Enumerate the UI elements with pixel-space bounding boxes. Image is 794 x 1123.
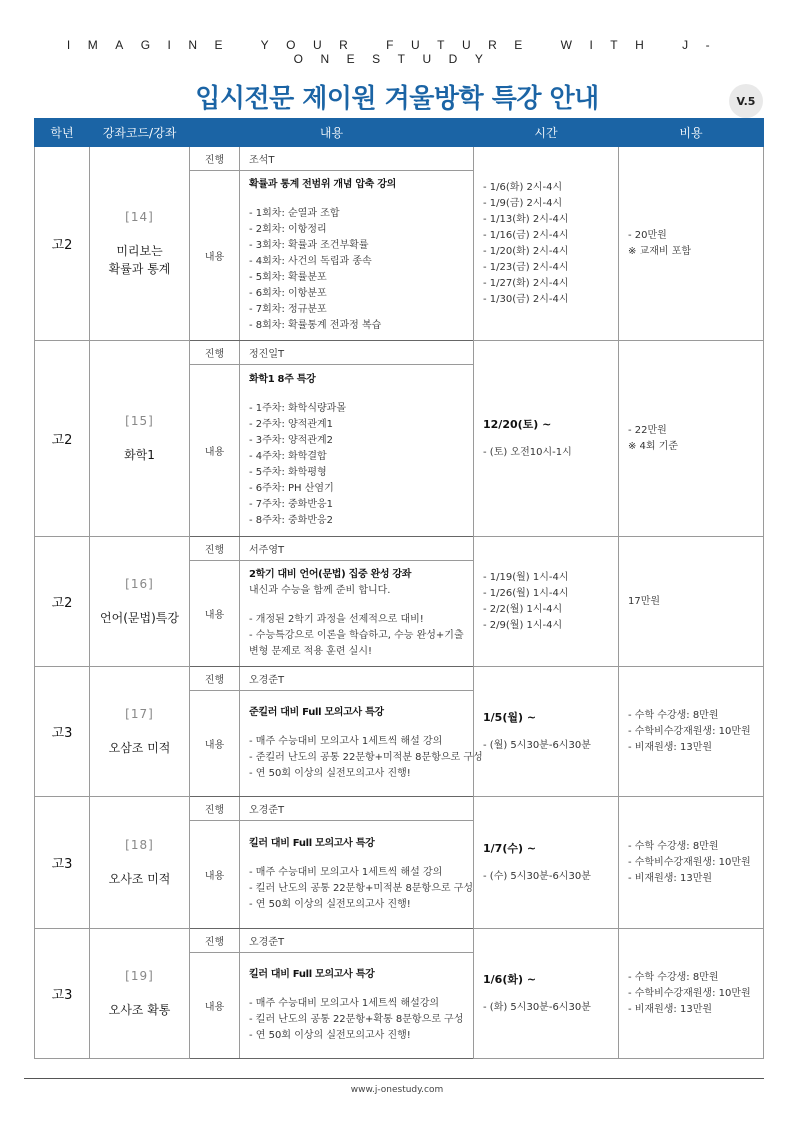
content-item: - 준킬러 난도의 공통 22문항+미적분 8문항으로 구성 [249, 752, 483, 763]
time-start: 1/6(화) ~ [483, 972, 537, 986]
time-cell [474, 341, 619, 537]
cost-cell [619, 147, 764, 341]
content-cell [240, 365, 474, 537]
cost-line: - 비재원생: 13만원 [628, 1003, 713, 1015]
table-row-teacher [35, 341, 764, 365]
cost-line: - 수학비수강재원생: 10만원 [628, 987, 751, 999]
course-name [90, 242, 189, 278]
content-title: 확률과 통계 전범위 개념 압축 강의 [249, 179, 396, 190]
content-list [249, 865, 474, 913]
course-name-line: 오사조 확통 [108, 1002, 171, 1017]
course-code: [14] [125, 209, 154, 224]
time-line: - (수) 5시30분-6시30분 [483, 870, 591, 882]
content-item: - 연 50회 이상의 실전모의고사 진행! [249, 1030, 411, 1041]
course-code: [17] [125, 706, 154, 721]
course-name-line: 오사조 미적 [108, 871, 171, 886]
course-cell [90, 537, 190, 667]
time-start: 1/5(월) ~ [483, 710, 537, 724]
teacher-name: 정진일T [240, 341, 474, 365]
content-label: 내용 [190, 171, 240, 341]
content-cell [240, 561, 474, 667]
time-cell [474, 147, 619, 341]
course-cell [90, 929, 190, 1059]
cost-cell [619, 667, 764, 797]
content-cell [240, 953, 474, 1059]
page-title: 입시전문 제이원 겨울방학 특강 안내 [195, 84, 599, 114]
cost-line: - 22만원 [628, 424, 667, 436]
content-item: - 8주차: 중화반응2 [249, 515, 334, 526]
teacher-label: 진행 [190, 667, 240, 691]
cost-cell [619, 929, 764, 1059]
content-item: - 킬러 난도의 공통 22문항+확통 8문항으로 구성 [249, 1014, 464, 1025]
time-line: - (월) 5시30분-6시30분 [483, 739, 591, 751]
cost-cell [619, 537, 764, 667]
content-intro: 내신과 수능을 함께 준비 합니다. [249, 585, 391, 596]
cost-cell [619, 797, 764, 929]
content-label: 내용 [190, 953, 240, 1059]
teacher-label: 진행 [190, 341, 240, 365]
teacher-name: 오경준T [240, 797, 474, 821]
cost-line: - 비재원생: 13만원 [628, 741, 713, 753]
content-item: - 매주 수능대비 모의고사 1세트씩 해설강의 [249, 998, 440, 1009]
grade-cell: 고2 [35, 147, 90, 341]
content-item: - 매주 수능대비 모의고사 1세트씩 해설 강의 [249, 736, 443, 747]
lecture-schedule-table [34, 118, 764, 1059]
table-row-teacher [35, 147, 764, 171]
table-row-teacher [35, 797, 764, 821]
footer-divider [24, 1078, 764, 1079]
time-line: - 1/23(금) 2시-4시 [483, 261, 569, 273]
time-cell [474, 537, 619, 667]
content-cell [240, 691, 483, 797]
course-cell [90, 341, 190, 537]
content-item: - 개정된 2학기 과정을 선제적으로 대비! [249, 614, 424, 625]
course-name-line: 오삼조 미적 [108, 740, 171, 755]
content-item: - 4회차: 사건의 독립과 종속 [249, 256, 372, 267]
course-name [90, 446, 189, 464]
grade-cell: 고2 [35, 341, 90, 537]
table-row-teacher [35, 667, 764, 691]
course-name [90, 870, 189, 888]
content-item: - 3주차: 양적관계2 [249, 435, 334, 446]
time-line: - 1/26(월) 1시-4시 [483, 587, 569, 599]
table-row-teacher [35, 929, 764, 953]
content-item: - 7회차: 정규분포 [249, 304, 327, 315]
course-name-line: 미리보는 [116, 243, 163, 258]
time-line: - 2/9(월) 1시-4시 [483, 619, 563, 631]
content-item: - 수능특강으로 이론을 학습하고, 수능 완성+기출 변형 문제로 적용 훈련 실시! [249, 630, 464, 657]
grade-cell: 고3 [35, 797, 90, 929]
course-name [90, 609, 189, 627]
content-title: 화학1 8주 특강 [249, 374, 316, 385]
cost-line: 17만원 [628, 595, 661, 607]
content-label: 내용 [190, 365, 240, 537]
content-item: - 5회차: 확률분포 [249, 272, 327, 283]
teacher-label: 진행 [190, 537, 240, 561]
header-content: 내용 [190, 119, 474, 147]
teacher-label: 진행 [190, 147, 240, 171]
teacher-label: 진행 [190, 929, 240, 953]
content-label: 내용 [190, 691, 240, 797]
time-line: - 2/2(월) 1시-4시 [483, 603, 563, 615]
cost-line: - 수학 수강생: 8만원 [628, 971, 719, 983]
footer-url: www.j-onestudy.com [350, 1085, 444, 1095]
content-item: - 킬러 난도의 공통 22문항+미적분 8문항으로 구성 [249, 883, 474, 894]
content-item: - 4주차: 화학결합 [249, 451, 327, 462]
content-item: - 1주차: 화학식량과몰 [249, 403, 346, 414]
grade-cell: 고2 [35, 537, 90, 667]
content-item: - 7주차: 중화반응1 [249, 499, 334, 510]
time-cell [474, 667, 619, 797]
cost-line: - 수학 수강생: 8만원 [628, 840, 719, 852]
course-code: [16] [125, 576, 154, 591]
time-line: - 1/30(금) 2시-4시 [483, 293, 569, 305]
cost-line: ※ 4회 기준 [628, 440, 679, 452]
cost-line: - 수학비수강재원생: 10만원 [628, 725, 751, 737]
cost-line: - 비재원생: 13만원 [628, 872, 713, 884]
teacher-name: 조석T [240, 147, 474, 171]
course-name-line: 언어(문법)특강 [100, 610, 179, 625]
course-code: [18] [125, 837, 154, 852]
cost-line: - 수학 수강생: 8만원 [628, 709, 719, 721]
time-line: - 1/9(금) 2시-4시 [483, 197, 563, 209]
teacher-label: 진행 [190, 797, 240, 821]
course-cell [90, 147, 190, 341]
content-title: 2학기 대비 언어(문법) 집중 완성 강좌 [249, 569, 412, 580]
content-label: 내용 [190, 821, 240, 929]
course-cell [90, 797, 190, 929]
content-item: - 연 50회 이상의 실전모의고사 진행! [249, 899, 411, 910]
grade-cell: 고3 [35, 667, 90, 797]
course-name [90, 739, 189, 757]
cost-line: - 20만원 [628, 229, 667, 241]
content-item: - 8회차: 확률통계 전과정 복습 [249, 320, 382, 331]
time-line: - 1/19(월) 1시-4시 [483, 571, 569, 583]
content-title: 준킬러 대비 Full 모의고사 특강 [249, 707, 384, 718]
time-line: - (토) 오전10시-1시 [483, 446, 572, 458]
teacher-name: 오경준T [240, 667, 474, 691]
content-cell [240, 821, 474, 929]
header-cost: 비용 [619, 119, 764, 147]
course-cell [90, 667, 190, 797]
content-item: - 3회차: 확률과 조건부확률 [249, 240, 369, 251]
header-course: 강좌코드/강좌 [90, 119, 190, 147]
content-list [249, 612, 465, 660]
grade-cell: 고3 [35, 929, 90, 1059]
time-line: - 1/16(금) 2시-4시 [483, 229, 569, 241]
table-row-teacher [35, 537, 764, 561]
time-line: - 1/27(화) 2시-4시 [483, 277, 569, 289]
time-start: 12/20(토) ~ [483, 417, 552, 431]
cost-line: ※ 교재비 포함 [628, 245, 692, 257]
time-line: - 1/6(화) 2시-4시 [483, 181, 563, 193]
content-label: 내용 [190, 561, 240, 667]
version-badge: V.5 [729, 84, 763, 118]
content-item: - 2회차: 이항정리 [249, 224, 327, 235]
time-line: - 1/20(화) 2시-4시 [483, 245, 569, 257]
content-item: - 연 50회 이상의 실전모의고사 진행! [249, 768, 411, 779]
time-cell [474, 929, 619, 1059]
content-title: 킬러 대비 Full 모의고사 특강 [249, 838, 375, 849]
time-line: - (화) 5시30분-6시30분 [483, 1001, 591, 1013]
time-start: 1/7(수) ~ [483, 841, 537, 855]
content-list [249, 734, 483, 782]
content-item: - 1회차: 순열과 조합 [249, 208, 340, 219]
content-list [249, 206, 465, 334]
content-item: - 2주차: 양적관계1 [249, 419, 334, 430]
time-line: - 1/13(화) 2시-4시 [483, 213, 569, 225]
tagline: IMAGINE YOUR FUTURE WITH J-ONESTUDY [66, 38, 728, 66]
content-list [249, 401, 465, 529]
content-title: 킬러 대비 Full 모의고사 특강 [249, 969, 375, 980]
course-name-line: 확률과 통계 [108, 261, 171, 276]
content-item: - 6회차: 이항분포 [249, 288, 327, 299]
content-list [249, 996, 465, 1044]
teacher-name: 서주영T [240, 537, 474, 561]
content-cell [240, 171, 474, 341]
content-item: - 매주 수능대비 모의고사 1세트씩 해설 강의 [249, 867, 443, 878]
content-item: - 6주차: PH 산염기 [249, 483, 334, 494]
course-name-line: 화학1 [124, 447, 155, 462]
header-time: 시간 [474, 119, 619, 147]
course-name [90, 1001, 189, 1019]
teacher-name: 오경준T [240, 929, 474, 953]
cost-cell [619, 341, 764, 537]
header-grade: 학년 [35, 119, 90, 147]
course-code: [19] [125, 968, 154, 983]
content-item: - 5주차: 화학평형 [249, 467, 327, 478]
table-header-row [35, 119, 764, 147]
course-code: [15] [125, 413, 154, 428]
cost-line: - 수학비수강재원생: 10만원 [628, 856, 751, 868]
time-cell [474, 797, 619, 929]
